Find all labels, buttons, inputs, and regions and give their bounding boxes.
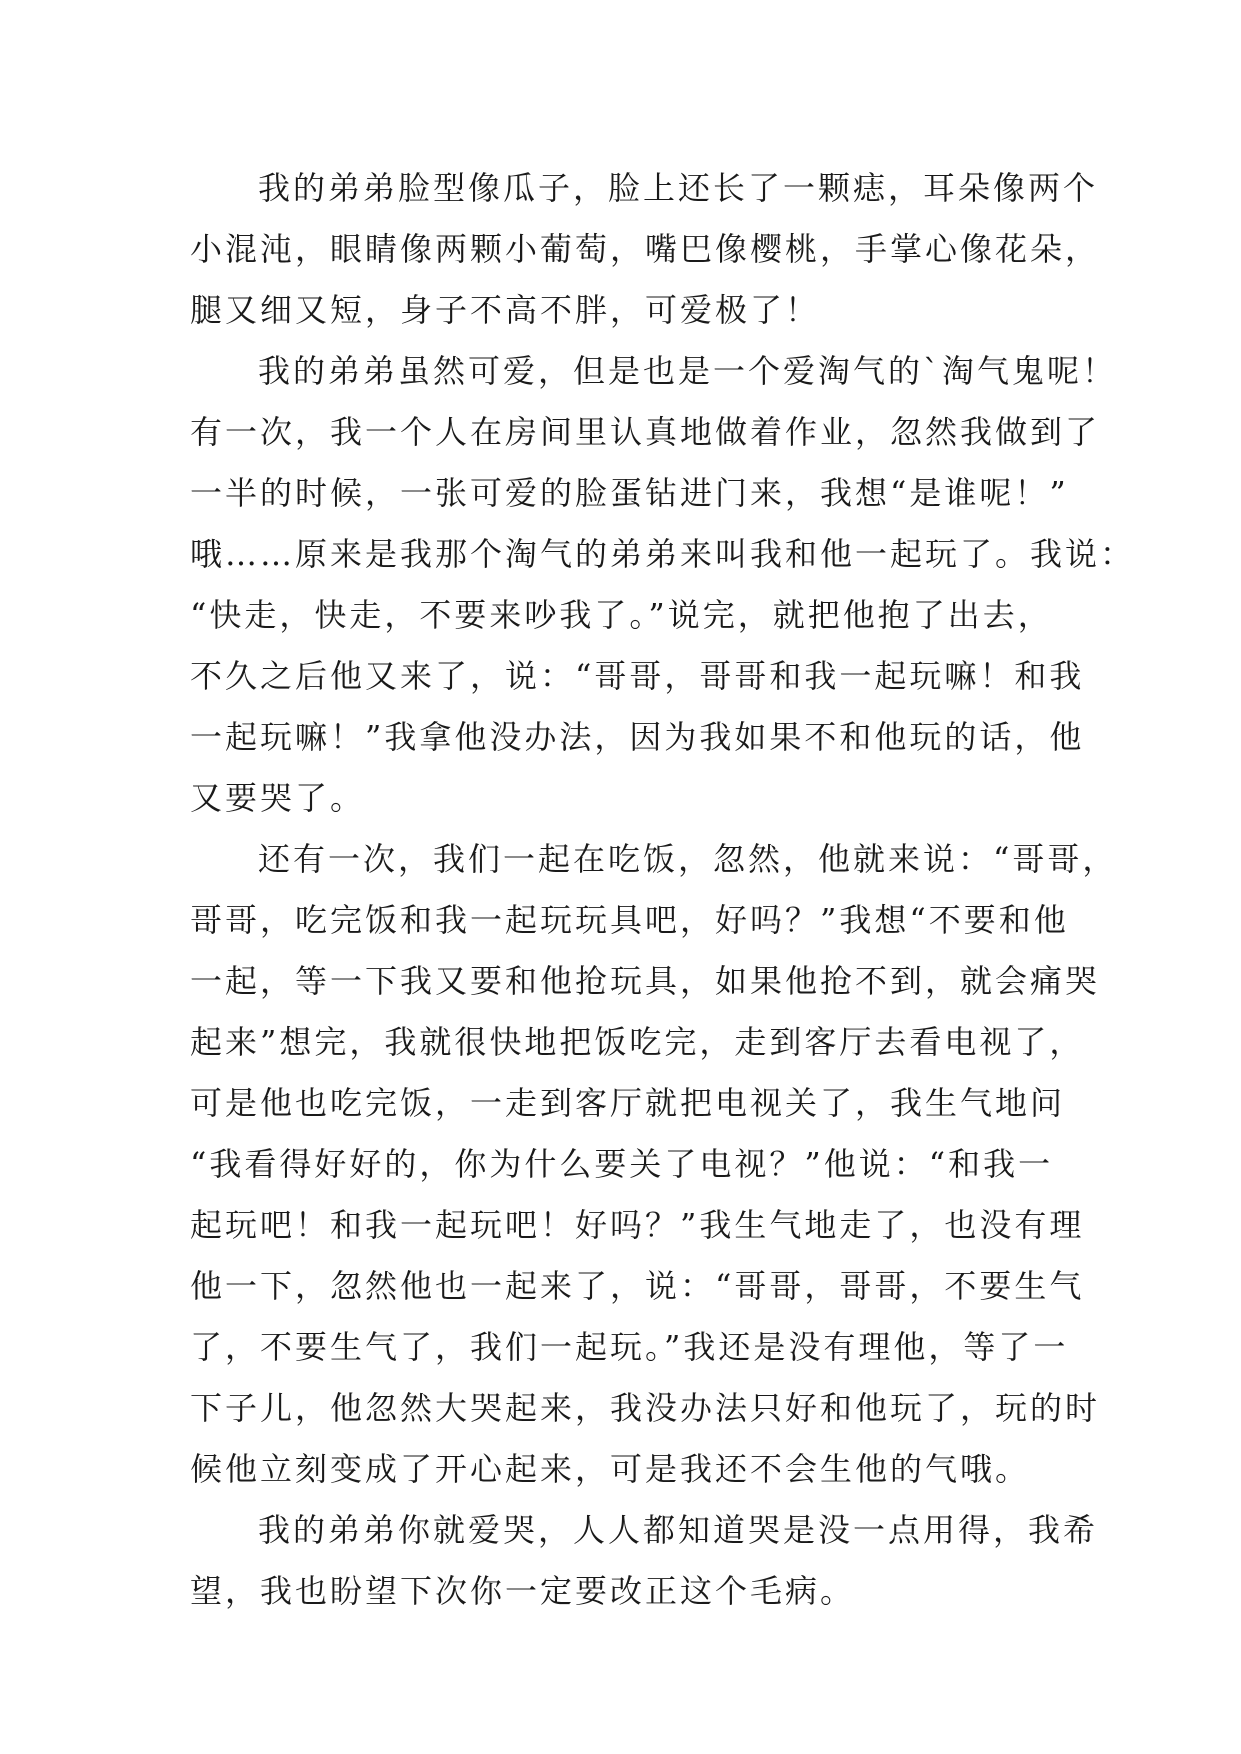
text-line: 一起玩嘛！”我拿他没办法，因为我如果不和他玩的话，他 <box>190 718 1085 756</box>
document-body <box>190 158 1136 1622</box>
text-line: 我的弟弟虽然可爱，但是也是一个爱淘气的`淘气鬼呢！ <box>258 352 1118 390</box>
text-line: 小混沌，眼睛像两颗小葡萄，嘴巴像樱桃，手掌心像花朵， <box>190 230 1101 268</box>
text-line: 腿又细又短，身子不高不胖，可爱极了！ <box>190 291 821 329</box>
text-line: 望，我也盼望下次你一定要改正这个毛病。 <box>190 1572 856 1610</box>
text-line: 不久之后他又来了，说：“哥哥，哥哥和我一起玩嘛！和我 <box>190 657 1085 695</box>
text-line: 又要哭了。 <box>190 779 366 817</box>
text-line: 可是他也吃完饭，一走到客厅就把电视关了，我生气地问 <box>190 1084 1066 1122</box>
text-line: 了，不要生气了，我们一起玩。”我还是没有理他，等了一 <box>190 1328 1069 1366</box>
text-line: 还有一次，我们一起在吃饭，忽然，他就来说：“哥哥， <box>258 840 1118 878</box>
text-line: 有一次，我一个人在房间里认真地做着作业，忽然我做到了 <box>190 413 1101 451</box>
paragraph-1 <box>190 158 1101 341</box>
text-line: “我看得好好的，你为什么要关了电视？”他说：“和我一 <box>190 1145 1054 1183</box>
text-line: 我的弟弟脸型像瓜子，脸上还长了一颗痣，耳朵像两个 <box>258 169 1099 207</box>
paragraph-4 <box>190 1500 1099 1622</box>
text-line: 候他立刻变成了开心起来，可是我还不会生他的气哦。 <box>190 1450 1031 1488</box>
text-line: 哥哥，吃完饭和我一起玩玩具吧，好吗？”我想“不要和他 <box>190 901 1069 939</box>
text-line: “快走，快走，不要来吵我了。”说完，就把他抱了出去， <box>190 596 1053 634</box>
text-line: 下子儿，他忽然大哭起来，我没办法只好和他玩了，玩的时 <box>190 1389 1101 1427</box>
text-line: 他一下，忽然他也一起来了，说：“哥哥，哥哥，不要生气 <box>190 1267 1085 1305</box>
text-line: 哦……原来是我那个淘气的弟弟来叫我和他一起玩了。我说： <box>190 535 1136 573</box>
paragraph-2 <box>190 341 1136 829</box>
text-line: 一半的时候，一张可爱的脸蛋钻进门来，我想“是谁呢！” <box>190 474 1069 512</box>
paragraph-3 <box>190 829 1118 1500</box>
text-line: 起玩吧！和我一起玩吧！好吗？”我生气地走了，也没有理 <box>190 1206 1085 1244</box>
text-line: 起来”想完，我就很快地把饭吃完，走到客厅去看电视了， <box>190 1023 1085 1061</box>
text-line: 我的弟弟你就爱哭，人人都知道哭是没一点用得，我希 <box>258 1511 1099 1549</box>
text-line: 一起，等一下我又要和他抢玩具，如果他抢不到，就会痛哭 <box>190 962 1101 1000</box>
